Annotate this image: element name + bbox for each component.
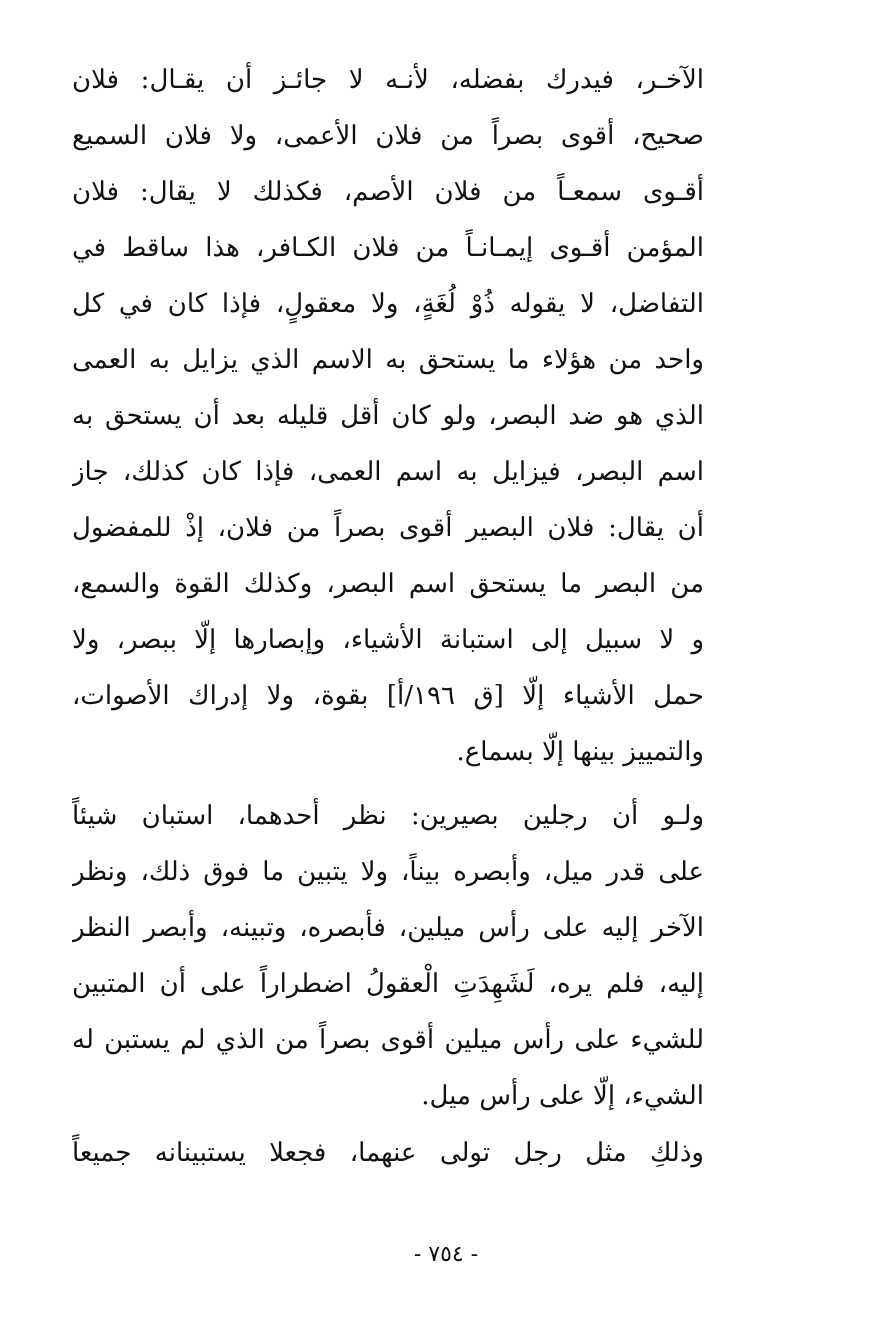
text-line: الشيء، إلّا على رأس ميل. [421,1081,704,1111]
text-line: الآخر إليه على رأس ميلين، فأبصره، وتبينه، وأبصر النظر [72,913,704,943]
text-line: من البصر ما يستحق اسم البصر، وكذلك القوة والسمع، [72,569,704,599]
text-line: و لا سبيل إلى استبانة الأشياء، وإبصارها إلّا ببصر، ولا [72,625,704,655]
text-line: الذي هو ضد البصر، ولو كان أقل قليله بعد أن يستحق به [72,401,704,431]
text-line: أقـوى سمعـاً من فلان الأصم، فكذلك لا يقال: فلان [72,177,704,207]
text-line: التفاضل، لا يقوله ذُوْ لُغَةٍ، ولا معقولٍ، فإذا كان في كل [72,289,704,319]
text-line: أن يقال: فلان البصير أقوى بصراً من فلان، إذْ للمفضول [72,513,704,543]
page-number: - ٧٥٤ - [413,1242,479,1267]
paragraph-3 [72,1125,704,1181]
text-line: الآخـر، فيدرك بفضله، لأنـه لا جائـز أن يقـال: فلان [72,65,704,95]
paragraph-2 [72,788,704,1124]
text-line: حمل الأشياء إلّا [ق ١٩٦/أ] بقوة، ولا إدراك الأصوات، [72,681,704,711]
text-line: والتمييز بينها إلّا بسماع. [456,737,704,767]
text-line: إليه، فلم يره، لَشَهِدَتِ الْعقولُ اضطراراً على أن المتبين [72,969,704,999]
paragraph-1 [72,52,704,780]
text-line: واحد من هؤلاء ما يستحق به الاسم الذي يزايل به العمى [72,345,704,375]
text-line: صحيح، أقوى بصراً من فلان الأعمى، ولا فلان السميع [72,121,704,151]
text-line: المؤمن أقـوى إيمـانـاً من فلان الكـافر، هذا ساقط في [72,233,704,263]
text-line: اسم البصر، فيزايل به اسم العمى، فإذا كان كذلك، جاز [72,457,704,487]
text-line: للشيء على رأس ميلين أقوى بصراً من الذي لم يستبن له [72,1025,704,1055]
text-line: على قدر ميل، وأبصره بيناً، ولا يتبين ما فوق ذلك، ونظر [72,857,704,887]
text-line: ولـو أن رجلين بصيرين: نظر أحدهما، استبان شيئاً [72,801,704,831]
text-line: وذلكِ مثل رجل تولى عنهما، فجعلا يستبينانه جميعاً [72,1138,704,1168]
